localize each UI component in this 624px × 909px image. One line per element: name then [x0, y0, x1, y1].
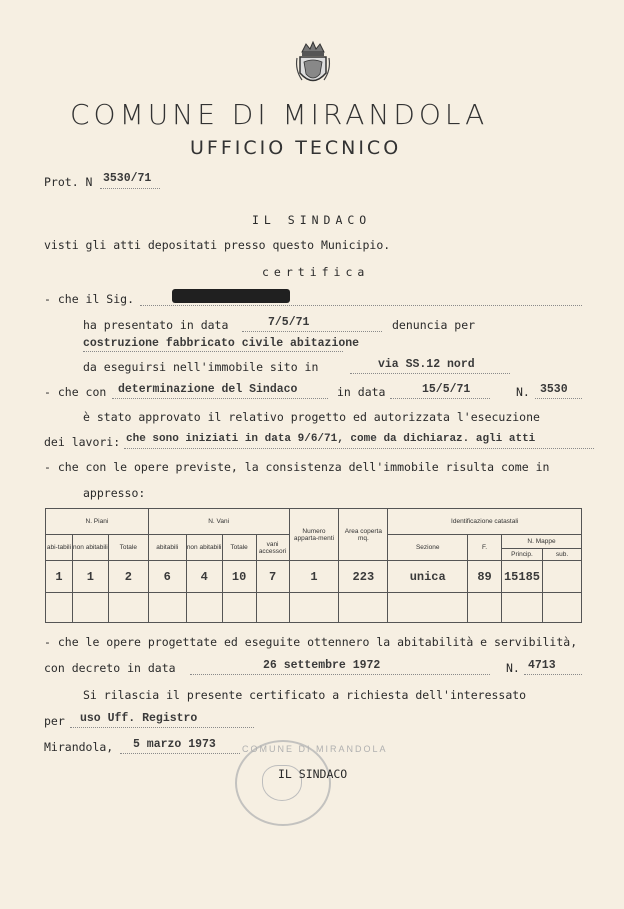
decreto-label: con decreto in data: [44, 661, 176, 675]
th-n-piani: N. Piani: [46, 509, 149, 535]
determination-date: 15/5/71: [422, 383, 471, 396]
place-label: Mirandola,: [44, 740, 114, 754]
cell-vani-non-abitabili: 4: [186, 561, 222, 593]
denuncia-label: denuncia per: [392, 318, 476, 332]
cell-piani-abitabili: 1: [46, 561, 73, 593]
decreto-n-label: N.: [506, 661, 520, 675]
approved-text: è stato approvato il relativo progetto ed autorizzata l'esecuzione: [83, 410, 540, 424]
municipality-title: COMUNE DI MIRANDOLA: [70, 98, 489, 131]
th-area-coperta: Area coperta mq.: [339, 509, 388, 561]
intro-text: visti gli atti depositati presso questo Municipio.: [44, 238, 391, 252]
redacted-name: [172, 289, 290, 303]
signature-label: IL SINDACO: [278, 767, 348, 781]
in-data-label: in data: [337, 385, 386, 399]
rilascia-text: Si rilascia il presente certificato a richiesta dell'interessato: [83, 688, 527, 702]
per-value: uso Uff. Registro: [80, 712, 198, 725]
consistenza-text: - che con le opere previste, la consistenza dell'immobile risulta come in: [44, 460, 550, 474]
certifica-text: certifica: [262, 265, 370, 279]
presentato-label: ha presentato in data: [83, 318, 229, 332]
th-foglio: F.: [468, 535, 502, 561]
cell-appartamenti: 1: [289, 561, 339, 593]
determination-number: 3530: [540, 383, 568, 396]
coat-of-arms-icon: [294, 40, 332, 90]
heading-il-sindaco: IL SINDACO: [252, 213, 372, 227]
cell-vani-accessori: 7: [256, 561, 289, 593]
cell-sezione: unica: [388, 561, 468, 593]
decreto-date: 26 settembre 1972: [263, 659, 381, 672]
purpose-value: costruzione fabbricato civile abitazione: [83, 337, 360, 350]
lavori-value: che sono iniziati in data 9/6/71, come da dichiaraz. agli atti: [126, 433, 536, 445]
cell-piani-non-abitabili: 1: [72, 561, 108, 593]
protocol-label: Prot. N: [44, 175, 93, 189]
cell-mappa-sub: [542, 561, 581, 593]
date-value: 5 marzo 1973: [133, 738, 216, 751]
th-vani-abitabili: abitabili: [148, 535, 186, 561]
th-princip: Princip.: [502, 549, 543, 561]
th-vani-accessori: vani accessori: [256, 535, 289, 561]
immobile-label: da eseguirsi nell'immobile sito in: [83, 360, 319, 374]
th-n-mappe: N. Mappe: [502, 535, 582, 549]
table-row: [46, 561, 582, 593]
th-vani-totale: Totale: [222, 535, 256, 561]
protocol-number: 3530/71: [103, 172, 152, 185]
lavori-label: dei lavori:: [44, 435, 121, 449]
th-vani-non-abitabili: non abitabili: [186, 535, 222, 561]
appresso-text: appresso:: [83, 486, 146, 500]
cell-vani-totale: 10: [222, 561, 256, 593]
sig-label: - che il Sig.: [44, 292, 135, 306]
cell-vani-abitabili: 6: [148, 561, 186, 593]
th-non-abitabili: non abitabili: [72, 535, 108, 561]
th-n-vani: N. Vani: [148, 509, 289, 535]
cell-area: 223: [339, 561, 388, 593]
cell-foglio: 89: [468, 561, 502, 593]
n-label: N.: [516, 385, 530, 399]
seal-text: COMUNE DI MIRANDOLA: [242, 744, 388, 754]
th-totale: Totale: [108, 535, 148, 561]
cell-piani-totale: 2: [108, 561, 148, 593]
cadastral-table: [45, 508, 582, 623]
office-subtitle: UFFICIO TECNICO: [190, 137, 402, 159]
presentato-date: 7/5/71: [268, 316, 310, 329]
th-numero-appartamenti: Numero apparta-menti: [289, 509, 339, 561]
th-identificazione: Identificazione catastali: [388, 509, 582, 535]
decreto-number: 4713: [528, 659, 556, 672]
che-con-label: - che con: [44, 385, 107, 399]
abitabilita-text: - che le opere progettate ed eseguite ottennero la abitabilità e servibilità,: [44, 635, 578, 649]
location-value: via SS.12 nord: [378, 358, 475, 371]
per-label: per: [44, 714, 65, 728]
determination-value: determinazione del Sindaco: [118, 383, 298, 396]
th-sub: sub.: [542, 549, 581, 561]
cell-mappa-princip: 15185: [502, 561, 543, 593]
th-sezione: Sezione: [388, 535, 468, 561]
th-abitabili: abi-tabili: [46, 535, 73, 561]
